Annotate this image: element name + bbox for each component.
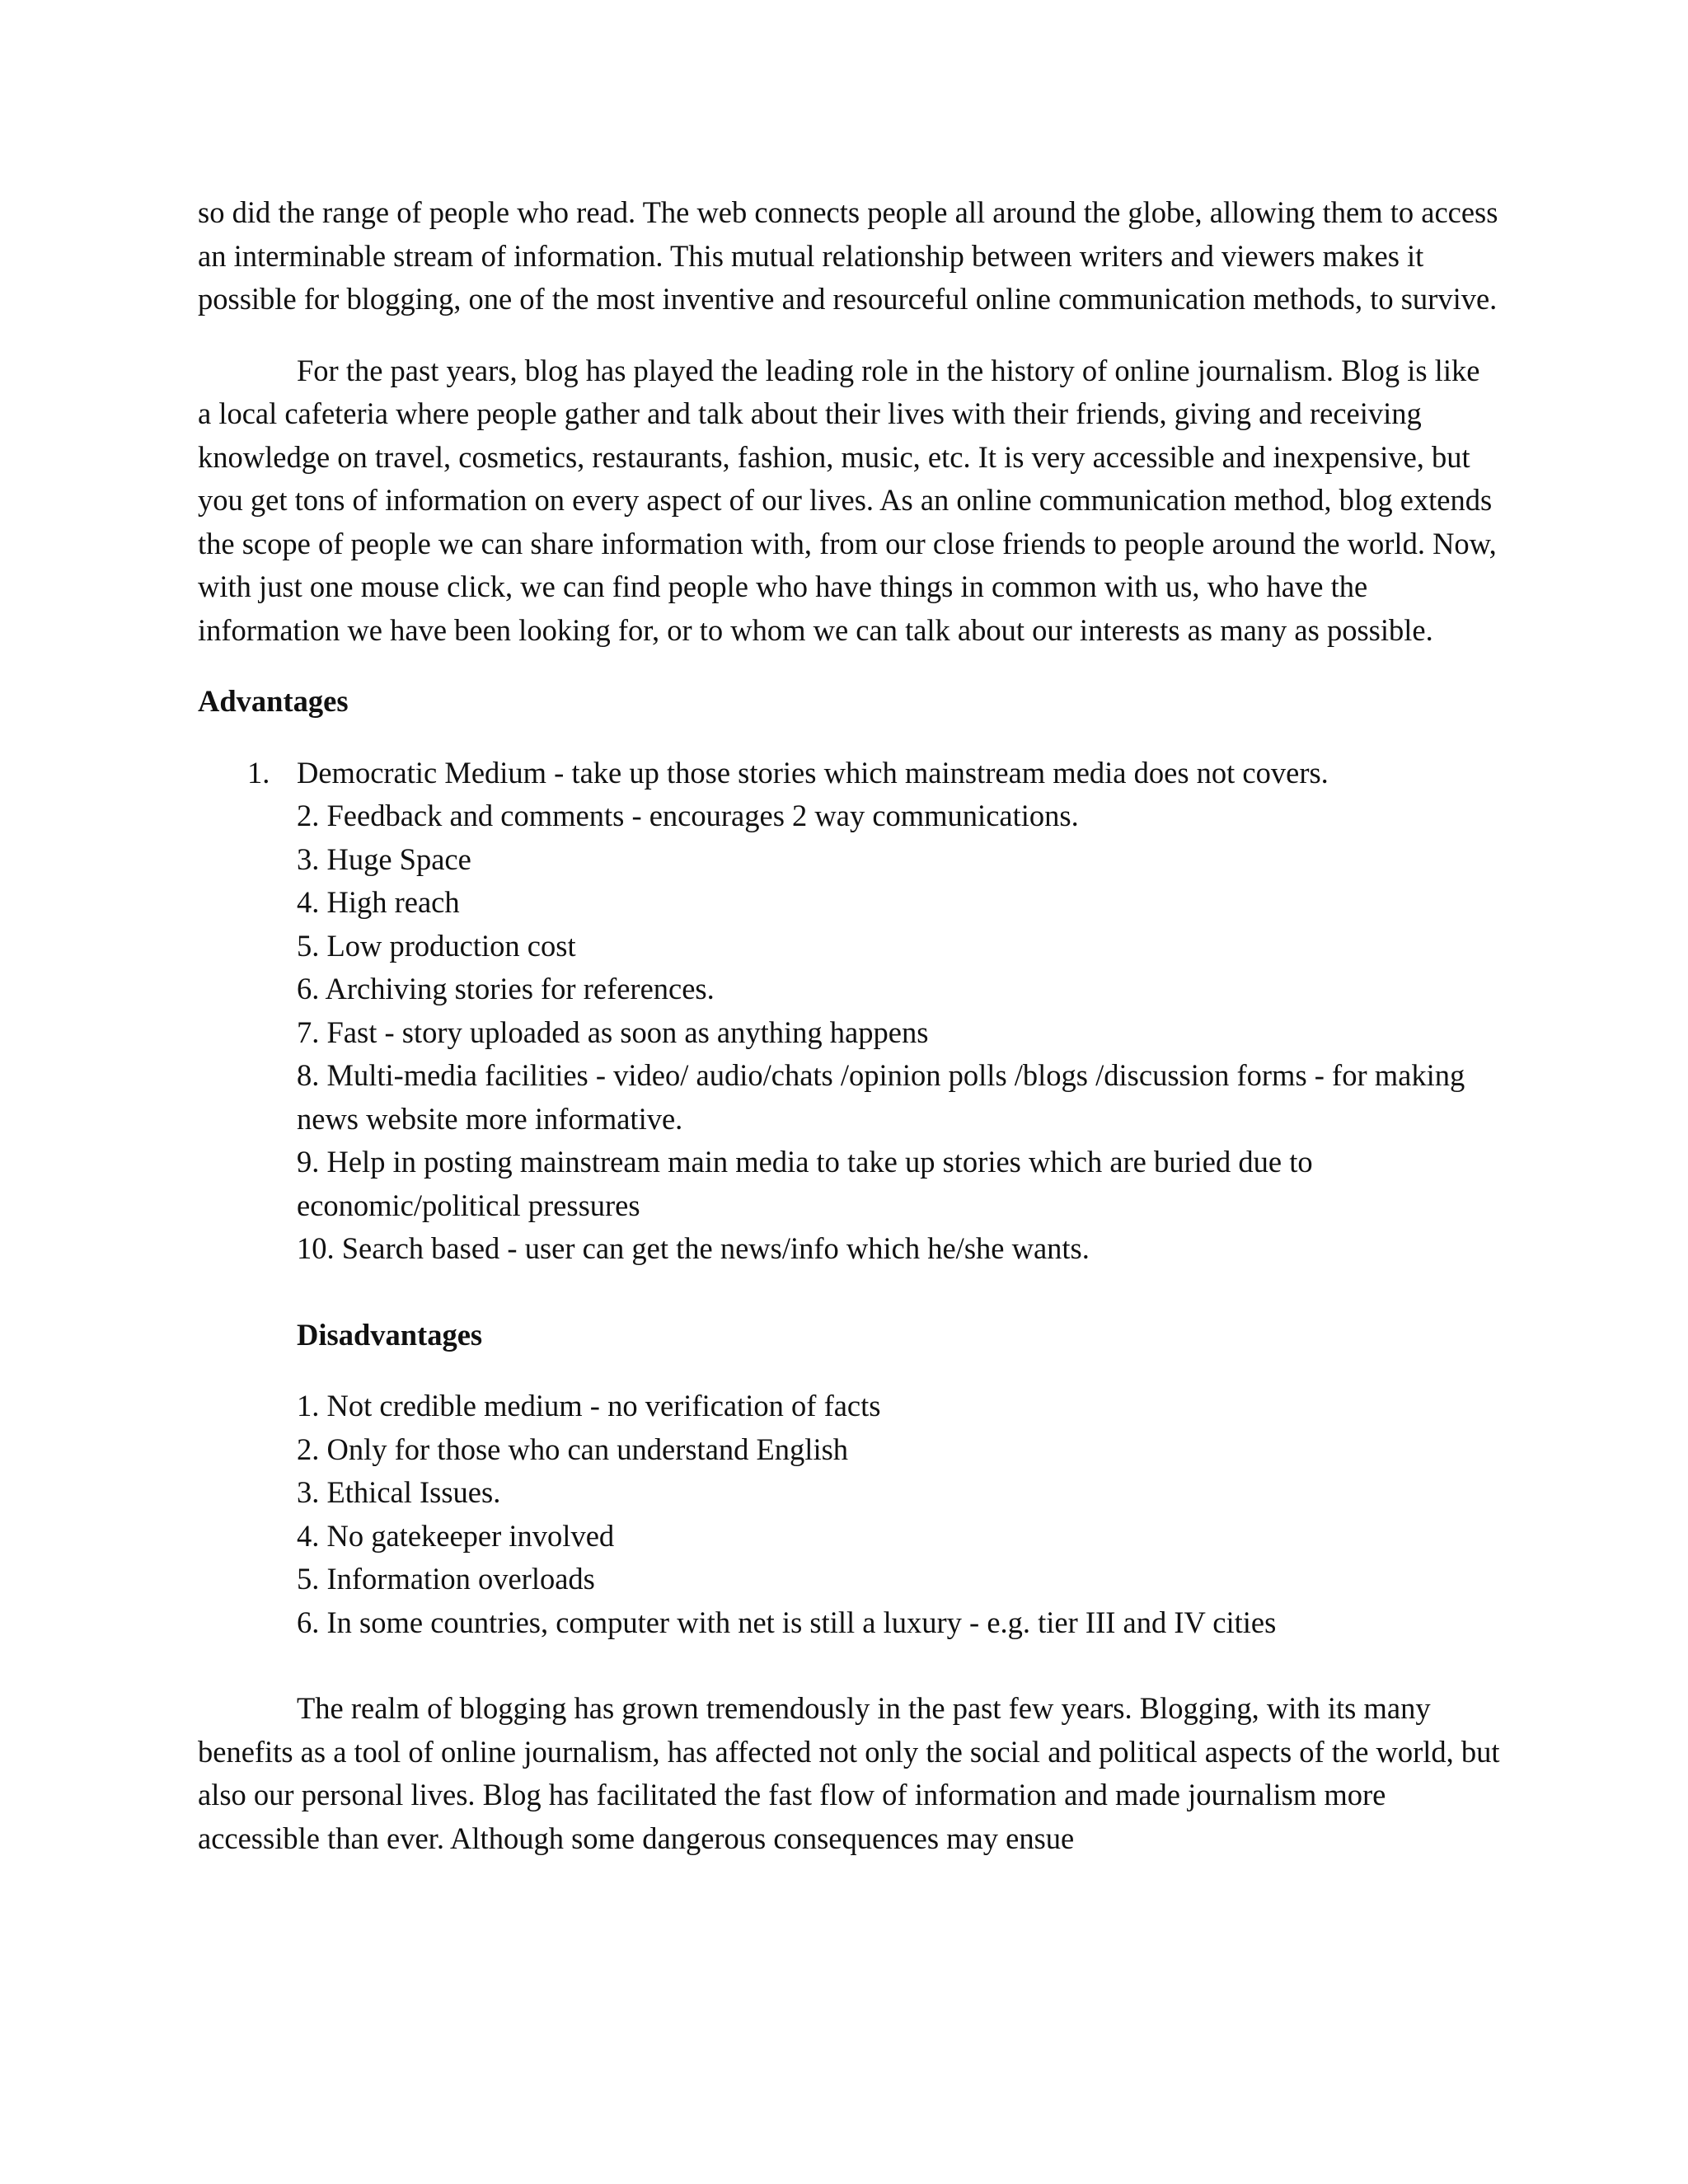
advantages-item: 3. Huge Space bbox=[297, 841, 471, 876]
advantages-item: 2. Feedback and comments - encourages 2 way communications. bbox=[297, 799, 1079, 832]
disadvantages-list bbox=[198, 1385, 1500, 1644]
advantages-item-1-text: Democratic Medium - take up those stories which mainstream media does not covers. bbox=[297, 755, 1329, 790]
disadvantages-heading: Disadvantages bbox=[297, 1317, 483, 1352]
paragraph-conclusion: The realm of blogging has grown tremendously in the past few years. Blogging, with its many benefits as a tool of online journalism, has affected not only the social and political aspects of the world, but also our personal lives. Blog has facilitated the fast flow of information and made journalism more accessible than ever. Although some dangerous consequences may ensue bbox=[198, 1691, 1500, 1855]
advantages-heading: Advantages bbox=[198, 684, 349, 718]
paragraph-intro: so did the range of people who read. The web connects people all around the globe, allowing them to access an interminable stream of information. This mutual relationship between writers and viewers makes it possible for blogging, one of the most inventive and resourceful online communication methods, to survive. bbox=[198, 195, 1498, 316]
advantages-item: 7. Fast - story uploaded as soon as anything happens bbox=[297, 1015, 929, 1049]
advantages-item: 10. Search based - user can get the news/info which he/she wants. bbox=[297, 1231, 1090, 1265]
advantages-item-1 bbox=[198, 752, 1500, 795]
advantages-item: 6. Archiving stories for references. bbox=[297, 972, 715, 1005]
advantages-list bbox=[198, 794, 1500, 1271]
disadvantages-item: 6. In some countries, computer with net is still a luxury - e.g. tier III and IV cities bbox=[297, 1605, 1277, 1639]
advantages-item: 5. Low production cost bbox=[297, 928, 576, 963]
advantages-item-1-number: 1. bbox=[247, 755, 270, 790]
disadvantages-item: 1. Not credible medium - no verification of facts bbox=[297, 1389, 881, 1422]
disadvantages-item: 4. No gatekeeper involved bbox=[297, 1518, 615, 1553]
paragraph-blog-role: For the past years, blog has played the leading role in the history of online journalism. Blog is like a local cafeteria where people gather and talk about their lives with their friends, giving and receiving knowledge on travel, cosmetics, restaurants, fashion, music, etc. It is very accessible and inexpensive, but you get tons of information on every aspect of our lives. As an online communication method, blog extends the scope of people we can share information with, from our close friends to people around the world. Now, with just one mouse click, we can find people who have things in common with us, who have the information we have been looking for, or to whom we can talk about our interests as many as possible. bbox=[198, 353, 1497, 647]
document-page bbox=[198, 191, 1500, 1860]
advantages-item: 4. High reach bbox=[297, 885, 460, 919]
disadvantages-item: 5. Information overloads bbox=[297, 1562, 595, 1596]
disadvantages-item: 3. Ethical Issues. bbox=[297, 1475, 501, 1509]
disadvantages-item: 2. Only for those who can understand English bbox=[297, 1432, 849, 1466]
advantages-item: 9. Help in posting mainstream main media to take up stories which are buried due to economic/political pressures bbox=[297, 1145, 1313, 1222]
advantages-item: 8. Multi-media facilities - video/ audio/chats /opinion polls /blogs /discussion forms - for making news website more informative. bbox=[297, 1058, 1465, 1136]
